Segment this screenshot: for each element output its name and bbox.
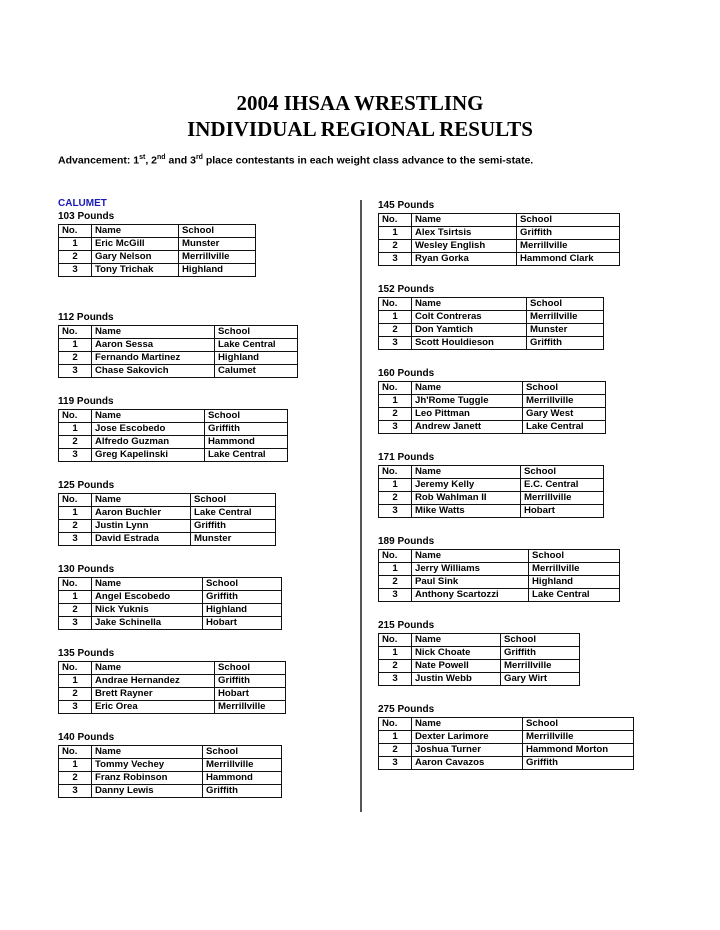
- name-cell: Mike Watts: [412, 505, 521, 518]
- name-cell: Nick Yuknis: [92, 604, 203, 617]
- school-cell: Lake Central: [529, 589, 620, 602]
- place-cell: 1: [59, 591, 92, 604]
- table-row: [59, 423, 288, 436]
- place-cell: 2: [59, 688, 92, 701]
- school-cell: Merrillville: [523, 395, 606, 408]
- name-cell: Fernando Martinez: [92, 352, 215, 365]
- name-cell: Jeremy Kelly: [412, 479, 521, 492]
- results-table: [378, 297, 604, 350]
- school-cell: Griffith: [517, 227, 620, 240]
- name-cell: Eric McGill: [92, 238, 179, 251]
- table-row: [59, 785, 282, 798]
- table-row: [379, 253, 620, 266]
- school-cell: Merrillville: [179, 251, 256, 264]
- table-row: [379, 731, 634, 744]
- school-cell: Griffith: [203, 591, 282, 604]
- table-header-row: [59, 410, 288, 423]
- name-cell: Name: [92, 746, 203, 759]
- table-row: [379, 673, 580, 686]
- name-cell: Danny Lewis: [92, 785, 203, 798]
- table-row: [59, 520, 276, 533]
- name-cell: Nate Powell: [412, 660, 501, 673]
- place-cell: No.: [379, 718, 412, 731]
- place-cell: 2: [379, 240, 412, 253]
- name-cell: Colt Contreras: [412, 311, 527, 324]
- weight-class-label: 215 Pounds: [378, 620, 435, 631]
- place-cell: 1: [59, 339, 92, 352]
- school-cell: School: [529, 550, 620, 563]
- place-cell: 3: [59, 533, 92, 546]
- name-cell: Joshua Turner: [412, 744, 523, 757]
- place-cell: 2: [59, 772, 92, 785]
- place-cell: 1: [59, 423, 92, 436]
- column-divider: [360, 200, 362, 812]
- name-cell: Name: [412, 298, 527, 311]
- table-row: [379, 337, 604, 350]
- weight-class-label: 130 Pounds: [58, 564, 115, 575]
- table-row: [379, 479, 604, 492]
- name-cell: Wesley English: [412, 240, 517, 253]
- place-cell: 2: [59, 352, 92, 365]
- table-header-row: [379, 718, 634, 731]
- name-cell: Brett Rayner: [92, 688, 215, 701]
- place-cell: 1: [379, 731, 412, 744]
- document-title-line2: INDIVIDUAL REGIONAL RESULTS: [187, 117, 533, 141]
- table-row: [379, 505, 604, 518]
- table-header-row: [59, 326, 298, 339]
- school-cell: E.C. Central: [521, 479, 604, 492]
- place-cell: No.: [379, 634, 412, 647]
- weight-class-block: [58, 732, 282, 798]
- name-cell: Name: [92, 578, 203, 591]
- weight-class-block: [378, 200, 620, 266]
- school-cell: School: [501, 634, 580, 647]
- name-cell: Nick Choate: [412, 647, 501, 660]
- school-cell: School: [205, 410, 288, 423]
- name-cell: Greg Kapelinski: [92, 449, 205, 462]
- results-table: [58, 409, 288, 462]
- name-cell: Tony Trichak: [92, 264, 179, 277]
- school-cell: Hammond Morton: [523, 744, 634, 757]
- weight-class-block: [378, 620, 580, 686]
- school-cell: Merrillville: [501, 660, 580, 673]
- weight-class-block: [378, 284, 604, 350]
- place-cell: 3: [379, 337, 412, 350]
- table-row: [379, 421, 606, 434]
- weight-class-label: 152 Pounds: [378, 284, 435, 295]
- name-cell: Eric Orea: [92, 701, 215, 714]
- table-row: [59, 772, 282, 785]
- table-row: [379, 647, 580, 660]
- weight-class-label: 112 Pounds: [58, 312, 114, 323]
- region-heading: CALUMET: [58, 198, 107, 209]
- place-cell: 3: [379, 757, 412, 770]
- table-row: [379, 395, 606, 408]
- name-cell: Aaron Buchler: [92, 507, 191, 520]
- advancement-sup3: rd: [195, 154, 203, 161]
- place-cell: No.: [379, 382, 412, 395]
- weight-class-label: 171 Pounds: [378, 452, 435, 463]
- school-cell: Highland: [215, 352, 298, 365]
- school-cell: Hobart: [521, 505, 604, 518]
- table-row: [379, 576, 620, 589]
- table-row: [379, 660, 580, 673]
- place-cell: 1: [379, 227, 412, 240]
- place-cell: 2: [59, 604, 92, 617]
- school-cell: Highland: [179, 264, 256, 277]
- results-table: [58, 325, 298, 378]
- weight-class-label: 119 Pounds: [58, 396, 114, 407]
- results-table: [58, 661, 286, 714]
- school-cell: School: [523, 382, 606, 395]
- weight-class-block: [378, 368, 606, 434]
- school-cell: Munster: [191, 533, 276, 546]
- place-cell: No.: [379, 466, 412, 479]
- school-cell: School: [521, 466, 604, 479]
- table-row: [59, 251, 256, 264]
- name-cell: Gary Nelson: [92, 251, 179, 264]
- advancement-tail: place contestants in each weight class advance to the semi-state.: [202, 154, 534, 167]
- place-cell: 3: [59, 449, 92, 462]
- results-table: [58, 224, 256, 277]
- weight-class-block: [58, 564, 282, 630]
- school-cell: Hammond: [205, 436, 288, 449]
- name-cell: Name: [92, 662, 215, 675]
- school-cell: Griffith: [527, 337, 604, 350]
- place-cell: 2: [59, 436, 92, 449]
- school-cell: Calumet: [215, 365, 298, 378]
- place-cell: 2: [379, 576, 412, 589]
- advancement-lead: Advancement: 1: [58, 154, 140, 167]
- school-cell: Lake Central: [205, 449, 288, 462]
- place-cell: 1: [379, 479, 412, 492]
- table-row: [379, 240, 620, 253]
- school-cell: School: [179, 225, 256, 238]
- school-cell: Griffith: [523, 757, 634, 770]
- school-cell: Merrillville: [529, 563, 620, 576]
- place-cell: No.: [379, 298, 412, 311]
- school-cell: School: [517, 214, 620, 227]
- table-row: [59, 436, 288, 449]
- place-cell: 3: [379, 673, 412, 686]
- place-cell: 2: [59, 520, 92, 533]
- table-row: [59, 339, 298, 352]
- table-row: [59, 352, 298, 365]
- school-cell: School: [191, 494, 276, 507]
- school-cell: Merrillville: [521, 492, 604, 505]
- name-cell: Andrae Hernandez: [92, 675, 215, 688]
- table-row: [59, 533, 276, 546]
- place-cell: 3: [379, 421, 412, 434]
- school-cell: Merrillville: [527, 311, 604, 324]
- name-cell: Jh'Rome Tuggle: [412, 395, 523, 408]
- school-cell: Munster: [527, 324, 604, 337]
- table-row: [379, 757, 634, 770]
- place-cell: No.: [379, 214, 412, 227]
- place-cell: No.: [59, 494, 92, 507]
- weight-class-label: 135 Pounds: [58, 648, 115, 659]
- results-table: [378, 549, 620, 602]
- place-cell: 2: [379, 492, 412, 505]
- name-cell: Scott Houldieson: [412, 337, 527, 350]
- school-cell: School: [523, 718, 634, 731]
- weight-class-block: [58, 396, 288, 462]
- place-cell: 1: [59, 238, 92, 251]
- school-cell: Lake Central: [215, 339, 298, 352]
- place-cell: No.: [59, 410, 92, 423]
- name-cell: Angel Escobedo: [92, 591, 203, 604]
- place-cell: 3: [379, 589, 412, 602]
- place-cell: No.: [59, 578, 92, 591]
- weight-class-block: [378, 536, 620, 602]
- name-cell: Chase Sakovich: [92, 365, 215, 378]
- table-row: [379, 408, 606, 421]
- weight-class-block: [58, 211, 256, 277]
- place-cell: 1: [59, 675, 92, 688]
- weight-class-label: 160 Pounds: [378, 368, 435, 379]
- name-cell: Name: [412, 634, 501, 647]
- school-cell: Highland: [529, 576, 620, 589]
- school-cell: Gary Wirt: [501, 673, 580, 686]
- name-cell: Name: [412, 550, 529, 563]
- table-header-row: [379, 550, 620, 563]
- place-cell: 3: [59, 365, 92, 378]
- place-cell: 2: [379, 660, 412, 673]
- school-cell: Lake Central: [191, 507, 276, 520]
- place-cell: 2: [379, 744, 412, 757]
- name-cell: Name: [92, 225, 179, 238]
- place-cell: 2: [379, 324, 412, 337]
- table-header-row: [379, 298, 604, 311]
- advancement-sup2: nd: [157, 154, 166, 161]
- name-cell: Dexter Larimore: [412, 731, 523, 744]
- results-table: [378, 717, 634, 770]
- school-cell: Merrillville: [517, 240, 620, 253]
- table-row: [59, 701, 286, 714]
- table-header-row: [59, 494, 276, 507]
- advancement-sup1: st: [139, 154, 146, 161]
- table-row: [59, 688, 286, 701]
- table-header-row: [59, 225, 256, 238]
- table-header-row: [379, 214, 620, 227]
- place-cell: 3: [379, 505, 412, 518]
- document-title-line1: 2004 IHSAA WRESTLING: [236, 91, 484, 115]
- name-cell: Paul Sink: [412, 576, 529, 589]
- table-row: [59, 264, 256, 277]
- table-row: [59, 238, 256, 251]
- table-row: [59, 507, 276, 520]
- weight-class-label: 125 Pounds: [58, 480, 115, 491]
- place-cell: 1: [379, 311, 412, 324]
- name-cell: Franz Robinson: [92, 772, 203, 785]
- name-cell: Name: [92, 326, 215, 339]
- name-cell: Don Yamtich: [412, 324, 527, 337]
- school-cell: Griffith: [501, 647, 580, 660]
- advancement-mid1: , 2: [145, 154, 158, 167]
- advancement-note: [58, 154, 533, 167]
- name-cell: David Estrada: [92, 533, 191, 546]
- table-row: [379, 324, 604, 337]
- school-cell: Hammond Clark: [517, 253, 620, 266]
- school-cell: Griffith: [205, 423, 288, 436]
- weight-class-block: [58, 312, 298, 378]
- school-cell: Merrillville: [203, 759, 282, 772]
- weight-class-label: 103 Pounds: [58, 211, 115, 222]
- results-table: [58, 577, 282, 630]
- name-cell: Name: [92, 494, 191, 507]
- table-row: [379, 311, 604, 324]
- place-cell: No.: [379, 550, 412, 563]
- school-cell: Hobart: [203, 617, 282, 630]
- school-cell: Highland: [203, 604, 282, 617]
- advancement-mid2: and 3: [165, 154, 196, 167]
- table-row: [59, 591, 282, 604]
- place-cell: 1: [379, 395, 412, 408]
- place-cell: 3: [59, 264, 92, 277]
- name-cell: Leo Pittman: [412, 408, 523, 421]
- name-cell: Jerry Williams: [412, 563, 529, 576]
- name-cell: Justin Lynn: [92, 520, 191, 533]
- weight-class-block: [58, 480, 276, 546]
- table-row: [59, 617, 282, 630]
- table-header-row: [59, 746, 282, 759]
- name-cell: Ryan Gorka: [412, 253, 517, 266]
- place-cell: 3: [379, 253, 412, 266]
- table-header-row: [59, 578, 282, 591]
- name-cell: Rob Wahlman II: [412, 492, 521, 505]
- weight-class-label: 189 Pounds: [378, 536, 435, 547]
- results-table: [378, 465, 604, 518]
- school-cell: Lake Central: [523, 421, 606, 434]
- weight-class-label: 275 Pounds: [378, 704, 435, 715]
- name-cell: Jose Escobedo: [92, 423, 205, 436]
- place-cell: 3: [59, 617, 92, 630]
- table-row: [379, 563, 620, 576]
- school-cell: Hammond: [203, 772, 282, 785]
- table-row: [59, 365, 298, 378]
- place-cell: No.: [59, 326, 92, 339]
- school-cell: Merrillville: [215, 701, 286, 714]
- place-cell: 1: [59, 507, 92, 520]
- place-cell: 2: [59, 251, 92, 264]
- results-table: [58, 493, 276, 546]
- place-cell: 1: [379, 563, 412, 576]
- table-header-row: [379, 382, 606, 395]
- school-cell: Griffith: [203, 785, 282, 798]
- weight-class-label: 140 Pounds: [58, 732, 115, 743]
- table-header-row: [59, 662, 286, 675]
- name-cell: Andrew Janett: [412, 421, 523, 434]
- table-row: [379, 227, 620, 240]
- results-table: [378, 381, 606, 434]
- weight-class-block: [378, 452, 604, 518]
- place-cell: No.: [59, 225, 92, 238]
- name-cell: Tommy Vechey: [92, 759, 203, 772]
- table-header-row: [379, 634, 580, 647]
- table-row: [379, 492, 604, 505]
- name-cell: Aaron Sessa: [92, 339, 215, 352]
- weight-class-label: 145 Pounds: [378, 200, 435, 211]
- weight-class-block: [378, 704, 634, 770]
- table-row: [59, 449, 288, 462]
- table-row: [379, 744, 634, 757]
- school-cell: School: [527, 298, 604, 311]
- name-cell: Alfredo Guzman: [92, 436, 205, 449]
- results-table: [58, 745, 282, 798]
- table-row: [59, 675, 286, 688]
- school-cell: School: [215, 326, 298, 339]
- table-row: [59, 604, 282, 617]
- school-cell: School: [203, 746, 282, 759]
- table-header-row: [379, 466, 604, 479]
- school-cell: Griffith: [215, 675, 286, 688]
- place-cell: 3: [59, 701, 92, 714]
- school-cell: Gary West: [523, 408, 606, 421]
- name-cell: Justin Webb: [412, 673, 501, 686]
- table-row: [59, 759, 282, 772]
- school-cell: Munster: [179, 238, 256, 251]
- name-cell: Jake Schinella: [92, 617, 203, 630]
- name-cell: Name: [92, 410, 205, 423]
- name-cell: Name: [412, 466, 521, 479]
- results-table: [378, 633, 580, 686]
- name-cell: Alex Tsirtsis: [412, 227, 517, 240]
- place-cell: No.: [59, 662, 92, 675]
- name-cell: Anthony Scartozzi: [412, 589, 529, 602]
- name-cell: Aaron Cavazos: [412, 757, 523, 770]
- school-cell: School: [215, 662, 286, 675]
- school-cell: School: [203, 578, 282, 591]
- school-cell: Hobart: [215, 688, 286, 701]
- name-cell: Name: [412, 718, 523, 731]
- weight-class-block: [58, 648, 286, 714]
- table-row: [379, 589, 620, 602]
- name-cell: Name: [412, 382, 523, 395]
- place-cell: 1: [379, 647, 412, 660]
- place-cell: No.: [59, 746, 92, 759]
- results-table: [378, 213, 620, 266]
- school-cell: Griffith: [191, 520, 276, 533]
- school-cell: Merrillville: [523, 731, 634, 744]
- place-cell: 1: [59, 759, 92, 772]
- place-cell: 2: [379, 408, 412, 421]
- name-cell: Name: [412, 214, 517, 227]
- place-cell: 3: [59, 785, 92, 798]
